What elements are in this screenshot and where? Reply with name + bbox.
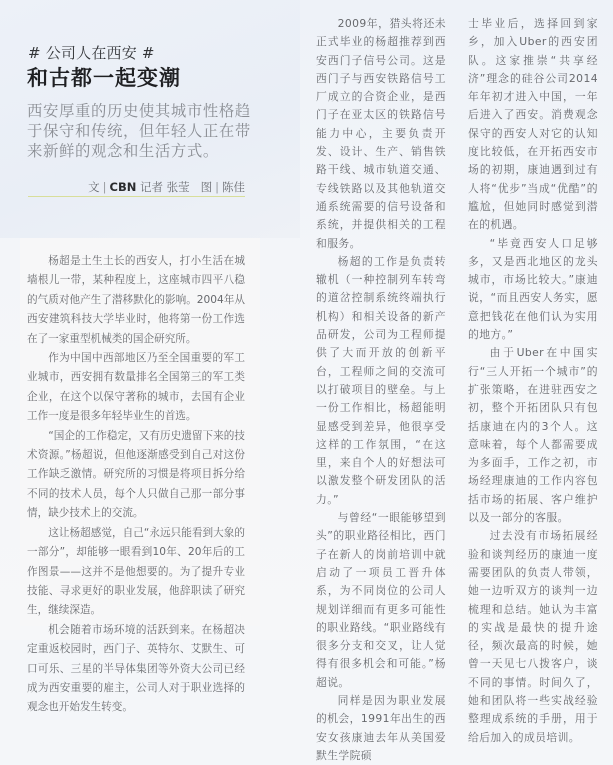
byline-separator: | [102,180,107,194]
byline-divider [28,196,245,197]
paragraph: 过去没有市场拓展经验和谈判经历的康迪一度需要团队的负责人带领，她一边听双方的谈判一边梳理和总结。她认为丰富的实战是最快的提升途径，频次最高的时候，她曾一天见七八拨客户，谈不同的事情。时间久了，她和团队将一些实战经验整理成系统的手册，用于给后加入的成员培训。 [468,529,598,744]
body-column-middle [316,15,446,765]
paragraph: “国企的工作稳定，又有历史遗留下来的技术资源。”杨超说，但他逐渐感受到自己对这份工作缺乏激情。研究所的习惯是将项目拆分给不同的技术人员，每个人只做自己那一部分事情，缺少技术上的交流。 [27,429,245,520]
byline-separator: | [215,180,219,194]
column-tag: # 公司人在西安 # [28,44,155,62]
paragraph: 杨超的工作是负责转辙机（一种控制列车转弯的道岔控制系统终端执行机构）和相关设备的新产品研发，公司为工程师提供了大而开放的创新平台，工程师之间的交流可以打破项目的壁垒。与上一份工作相比，杨超能明显感受到差异，他很享受这样的工作氛围，“在这里，来自个人的好想法可以激发整个研发团队的活力。” [316,254,446,506]
paragraph: 杨超是土生土长的西安人，打小生活在城墙根儿一带，某种程度上，这座城市四平八稳的气质对他产生了潜移默化的影响。2004年从西安建筑科技大学毕业时，他将第一份工作选在了一家重型机械类的国企研究所。 [27,255,245,345]
byline [88,179,245,195]
body-column-left [27,252,245,718]
body-column-right [468,15,598,747]
byline-publication: CBN [109,180,137,194]
article-subtitle: 西安厚重的历史使其城市性格趋于保守和传统，但年轻人正在带来新鲜的观念和生活方式。 [27,102,251,160]
byline-photographer: 陈佳 [222,180,245,194]
paragraph: 作为中国中西部地区乃至全国重要的军工业城市，西安拥有数量排名全国第三的军工类企业，在这个以保守著称的城市，去国有企业工作一度是很多年轻毕业生的首选。 [27,352,245,423]
byline-author: 记者 张莹 [140,180,190,194]
paragraph: 机会随着市场环境的活跃到来。在杨超决定重返校园时，西门子、英特尔、艾默生、可口可乐、三星的半导体集团等外资大公司已经成为西安重要的雇主，公司人对于职业选择的观念也开始发生转变。 [27,623,245,714]
paragraph: 同样是因为职业发展的机会，1991年出生的西安女孩康迪去年从美国爱默生学院硕 [316,693,446,762]
article-title: 和古都一起变潮 [27,66,181,90]
byline-photo-label: 图 [200,180,213,194]
paragraph: 由于Uber在中国实行“三人开拓一个城市”的扩张策略，在进驻西安之初，整个开拓团队只有包括康迪在内的3个人。这意味着，每个人都需要成为多面手，工作之初，市场经理康迪的工作内容包括市场的拓展、客户维护以及一部分的客服。 [468,346,598,525]
paragraph: 这让杨超感觉，自己“永远只能看到大象的一部分”，却能够一眼看到10年、20年后的工作图景——这并不是他想要的。为了提升专业技能、寻求更好的职业发展，他辞职读了研究生，继续深造。 [27,526,245,617]
paragraph: “毕竟西安人口足够多，又是西北地区的龙头城市，市场比较大。”康迪说，“而且西安人务实，愿意把钱花在他们认为实用的地方。” [468,236,598,342]
paragraph-continued: 士毕业后，选择回到家乡，加入Uber的西安团队。这家推崇“共享经济”理念的硅谷公司2014年年初才进入中国，一年后进入了西安。消费观念保守的西安人对它的认知度比较低，在开拓西安市场的初期，康迪遇到过有人将“优步”当成“优酷”的尴尬，但她同时感觉到潜在的机遇。 [468,17,598,232]
paragraph: 2009年，猎头将还未正式毕业的杨超推荐到西安西门子信号公司。这是西门子与西安铁路信号工厂成立的合资企业，是西门子在亚太区的铁路信号能力中心，主要负责开发、设计、生产、销售铁路干线、城市轨道交通、专线铁路以及其他轨道交通系统需要的信号设备和系统，并提供相关的工程和服务。 [316,17,446,250]
byline-text-label: 文 [88,180,100,194]
paragraph: 与曾经“一眼能够望到头”的职业路径相比，西门子在新人的岗前培训中就启动了一项员工晋升体系，为不同岗位的公司人规划详细而有更多可能性的职业路线。“职业路线有很多分支和交叉，让人觉得有很多机会和可能。”杨超说。 [316,511,446,689]
